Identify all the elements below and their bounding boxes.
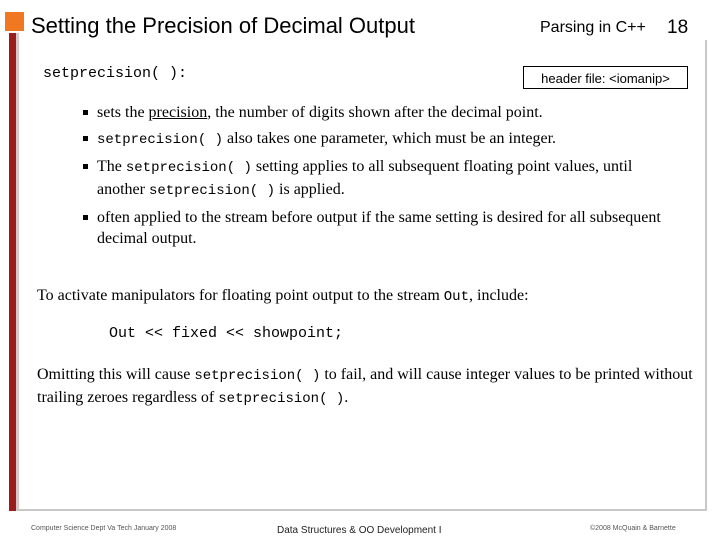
bottom-border-rule — [16, 509, 706, 511]
paragraph-text: To activate manipulators for floating point output to the stream — [37, 287, 444, 304]
bullet-underlined-term: precision — [148, 104, 208, 121]
footer-center: Data Structures & OO Development I — [277, 525, 442, 536]
footer-left: Computer Science Dept Va Tech January 2008 — [31, 525, 177, 532]
bullet-code: setprecision( ) — [125, 160, 252, 176]
header-file-box: header file: <iomanip> — [523, 66, 688, 89]
bullet-item — [80, 128, 680, 151]
bullet-item — [80, 156, 680, 202]
right-border-rule — [705, 40, 707, 511]
bullet-item — [80, 102, 680, 123]
bullet-text: also takes one parameter, which must be an integer. — [223, 130, 557, 147]
paragraph-text: to fail, and will cause integer values to be printed without trailing zeroes regardless of — [37, 366, 693, 406]
bullet-text: The — [97, 158, 126, 175]
manipulator-paragraph — [37, 285, 697, 308]
section-subtitle: setprecision( ): — [43, 65, 188, 82]
title-accent-square — [5, 12, 24, 31]
omission-paragraph — [37, 364, 697, 410]
course-label: Parsing in C++ — [540, 19, 646, 36]
bullet-code: setprecision( ) — [148, 183, 276, 199]
bullet-list — [80, 102, 680, 254]
bullet-text: setting applies to all subsequent floating point values, until another — [97, 158, 633, 198]
bullet-item — [80, 207, 680, 249]
paragraph-text: Omitting this will cause — [37, 366, 195, 383]
paragraph-code: Out — [443, 289, 469, 305]
page-number: 18 — [667, 17, 689, 38]
slide-title: Setting the Precision of Decimal Output — [31, 13, 415, 38]
bullet-code: setprecision( ) — [97, 132, 224, 148]
paragraph-code: setprecision( ) — [194, 368, 321, 384]
left-accent-bar — [9, 33, 16, 511]
bullet-text: , the number of digits shown after the decimal point. — [207, 104, 543, 121]
code-example: Out << fixed << showpoint; — [109, 325, 344, 342]
bullet-text: is applied. — [275, 181, 345, 198]
left-bar-shadow — [16, 33, 19, 511]
footer-right: ©2008 McQuain & Barnette — [590, 525, 676, 532]
paragraph-code: setprecision( ) — [218, 391, 345, 407]
paragraph-text: . — [344, 389, 349, 406]
bullet-text: sets the — [97, 104, 149, 121]
paragraph-text: , include: — [469, 287, 529, 304]
bullet-text: often applied to the stream before output if the same setting is desired for all subsequent decimal output. — [97, 209, 661, 247]
